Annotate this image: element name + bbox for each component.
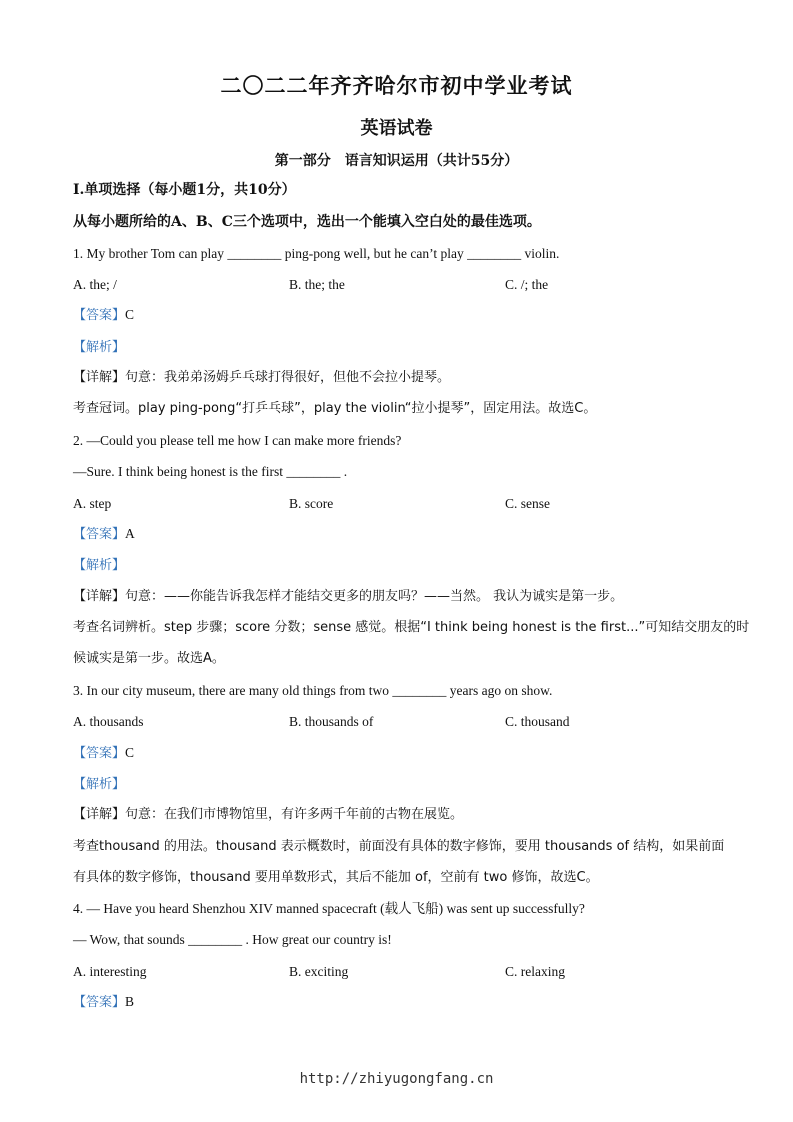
- exam-title: 二〇二二年齐齐哈尔市初中学业考试: [220, 73, 573, 98]
- analysis-label: 【解析】: [73, 777, 126, 792]
- option-b: B. score: [289, 496, 334, 511]
- answer-label: 【答案】: [73, 995, 126, 1010]
- detail-line: [73, 588, 623, 606]
- part-heading: 第一部分 语言知识运用（共计55分）: [274, 153, 519, 169]
- detail-text: 句意：我弟弟汤姆乒乓球打得很好，但他不会拉小提琴。: [125, 370, 451, 385]
- analysis-label: 【解析】: [73, 340, 126, 355]
- detail-text: 句意：在我们市博物馆里，有许多两千年前的古物在展览。: [125, 807, 464, 822]
- question-stem: 1. My brother Tom can play ________ ping-pong well, but he can’t play ________ violin.: [73, 246, 560, 261]
- analysis-line: [73, 775, 125, 794]
- answer-value: B: [125, 994, 135, 1009]
- detail-line: 考查名词辨析。step 步骤；score 分数；sense 感觉。根据“I think being honest is the first...”可知结交朋友的时: [73, 620, 750, 635]
- instruction: 从每小题所给的A、B、C三个选项中，选出一个能填入空白处的最佳选项。: [73, 214, 541, 230]
- detail-line: [73, 369, 450, 387]
- option-c: C. thousand: [505, 714, 570, 729]
- option-a: A. the; /: [73, 277, 117, 292]
- answer-value: C: [125, 745, 135, 760]
- option-c: C. sense: [505, 496, 550, 511]
- footer-url[interactable]: http://zhiyugongfang.cn: [299, 1071, 494, 1087]
- answer-value: C: [125, 307, 135, 322]
- question-stem: 4. — Have you heard Shenzhou XIV manned spacecraft (载人飞船) was sent up successfully?: [73, 901, 585, 916]
- option-b: B. the; the: [289, 277, 345, 292]
- option-c: C. /; the: [505, 277, 549, 292]
- detail-line: 有具体的数字修饰，thousand 要用单数形式，其后不能加 of，空前有 two 修饰，故选C。: [73, 870, 599, 885]
- detail-line: 候诚实是第一步。故选A。: [73, 651, 225, 666]
- detail-label: 【详解】: [73, 370, 126, 385]
- answer-label: 【答案】: [73, 746, 126, 761]
- analysis-line: [73, 338, 125, 357]
- analysis-line: [73, 556, 125, 575]
- detail-text: 句意：——你能告诉我怎样才能结交更多的朋友吗？——当然。 我认为诚实是第一步。: [125, 589, 624, 604]
- option-b: B. exciting: [289, 964, 349, 979]
- question-stem: 3. In our city museum, there are many old things from two ________ years ago on show.: [73, 683, 553, 698]
- detail-line: 考查冠词。play ping-pong“打乒乓球”，play the violin“拉小提琴”，固定用法。故选C。: [73, 401, 597, 416]
- answer-line: [73, 993, 134, 1012]
- option-a: A. interesting: [73, 964, 147, 979]
- question-stem: — Wow, that sounds ________ . How great our country is!: [73, 932, 392, 947]
- question-stem: —Sure. I think being honest is the first ________ .: [73, 464, 348, 479]
- option-a: A. thousands: [73, 714, 144, 729]
- analysis-label: 【解析】: [73, 558, 126, 573]
- answer-label: 【答案】: [73, 308, 126, 323]
- answer-line: [73, 525, 135, 544]
- exam-subtitle: 英语试卷: [360, 118, 433, 139]
- answer-line: [73, 744, 134, 763]
- option-a: A. step: [73, 496, 112, 511]
- option-c: C. relaxing: [505, 964, 565, 979]
- section-heading: Ⅰ.单项选择（每小题1分，共10分）: [73, 182, 296, 198]
- option-b: B. thousands of: [289, 714, 374, 729]
- question-stem: 2. —Could you please tell me how I can make more friends?: [73, 433, 402, 448]
- detail-line: 考查thousand 的用法。thousand 表示概数时，前面没有具体的数字修饰，要用 thousands of 结构，如果前面: [73, 839, 725, 854]
- answer-line: [73, 306, 134, 325]
- detail-label: 【详解】: [73, 807, 126, 822]
- detail-line: [73, 806, 463, 824]
- answer-label: 【答案】: [73, 527, 126, 542]
- answer-value: A: [125, 526, 135, 541]
- detail-label: 【详解】: [73, 589, 126, 604]
